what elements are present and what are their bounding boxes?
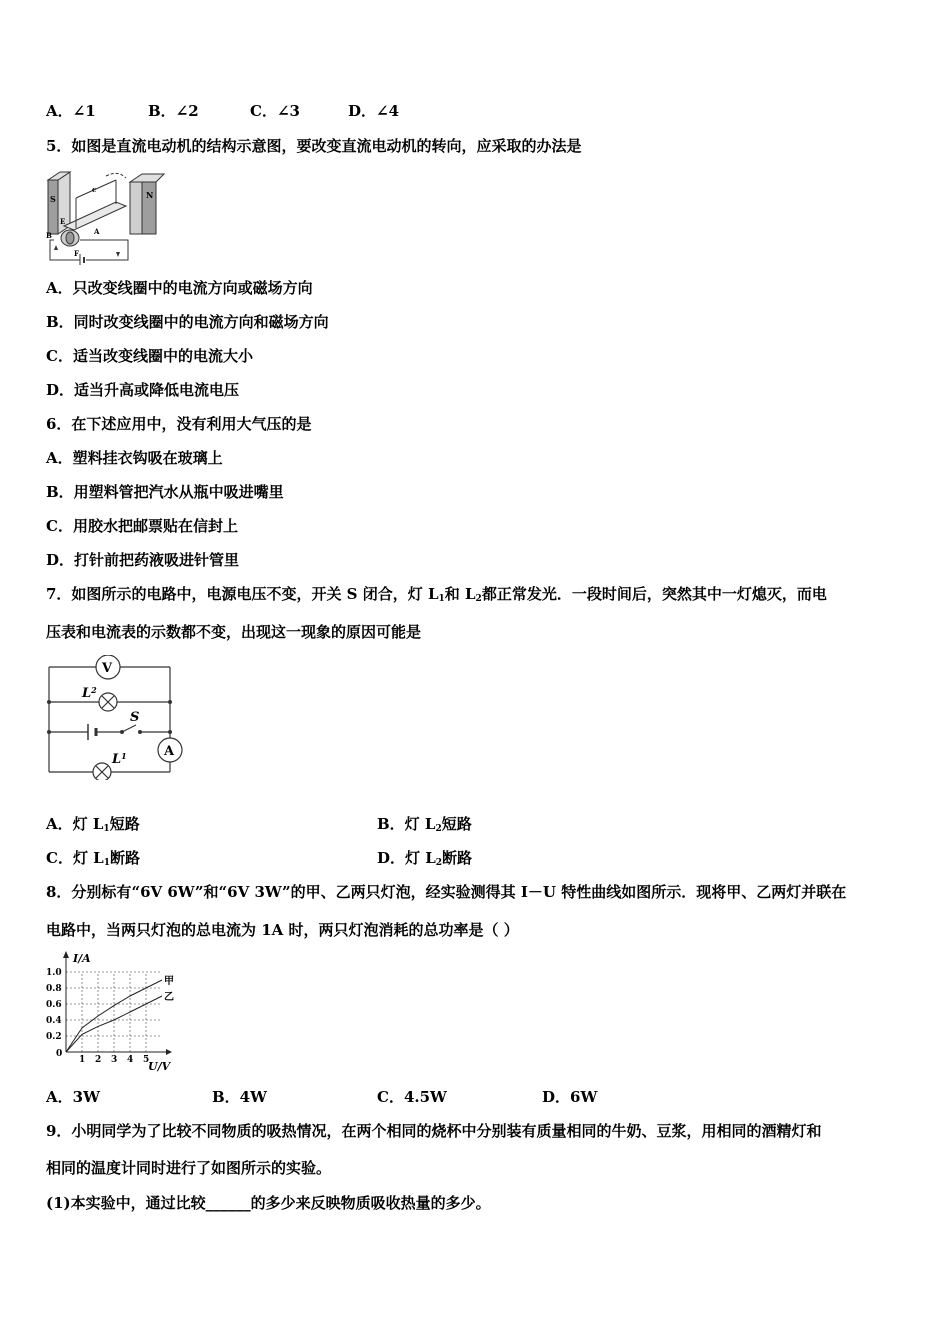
q7-option-d: D．灯 $L_2$断路 (377, 849, 473, 868)
q4-option-d: D．∠4 (348, 102, 400, 120)
q6-option-d: D．打针前把药液吸进针管里 (46, 551, 240, 569)
x-tick-label-1: 2 (95, 1055, 102, 1065)
q5-option-a: A．只改变线圈中的电流方向或磁场方向 (46, 279, 313, 297)
q6-option-b: B．用塑料管把汽水从瓶中吸进嘴里 (46, 483, 284, 501)
legend-label-0: 甲 (164, 976, 174, 987)
legend-label-1: 乙 (164, 992, 174, 1003)
motor-label-f: F (74, 249, 79, 258)
q5-option-c: C．适当改变线圈中的电流大小 (46, 347, 253, 365)
circuit-diagram (44, 655, 189, 780)
q6-option-c: C．用胶水把邮票贴在信封上 (46, 517, 238, 535)
q4-option-c: C．∠3 (250, 102, 300, 120)
motor-label-c: c (92, 185, 97, 194)
iu-chart (40, 948, 180, 1074)
q8-option-d: D．6W (542, 1088, 598, 1106)
y-tick-label-3: 0.8 (46, 984, 62, 994)
lamp-l1-label: $L^1$ (112, 751, 127, 767)
q8-option-a: A．3W (46, 1088, 100, 1106)
x-tick-label-3: 4 (127, 1055, 134, 1065)
q7-stem-line1: 7．如图所示的电路中，电源电压不变，开关 S 闭合，灯 $L_1$和 $L_2$都正常发光．一段时间后，突然其中一灯熄灭，而电 (46, 585, 827, 604)
q9-stem-line1: 9．小明同学为了比较不同物质的吸热情况，在两个相同的烧杯中分别装有质量相同的牛奶、豆浆，用相同的酒精灯和 (46, 1122, 822, 1140)
y-tick-label-4: 1.0 (46, 968, 62, 978)
x-tick-label-2: 3 (111, 1055, 118, 1065)
y-axis-arrow (63, 951, 69, 958)
origin-label: 0 (56, 1049, 63, 1059)
q8-option-c: C．4.5W (377, 1088, 447, 1106)
q7-stem-line2: 压表和电流表的示数都不变，出现这一现象的原因可能是 (46, 623, 422, 641)
q4-option-a: A．∠1 (46, 102, 96, 120)
motor-label-a: A (94, 227, 100, 236)
motor-label-b: B (46, 231, 52, 240)
chart-grid (66, 972, 162, 1052)
motor-diagram (46, 168, 166, 266)
switch-label: S (130, 710, 140, 725)
x-tick-label-4: 5 (143, 1055, 150, 1065)
q8-stem-line2: 电路中，当两只灯泡的总电流为 1A 时，两只灯泡消耗的总功率是（ ） (46, 921, 519, 939)
q7-option-b: B．灯 $L_2$短路 (377, 815, 472, 834)
q7-option-c: C．灯 $L_1$断路 (46, 849, 140, 868)
q8-stem-line1: 8．分别标有“6V 6W”和“6V 3W”的甲、乙两只灯泡，经实验测得其 I－U 特性曲线如图所示．现将甲、乙两灯并联在 (46, 883, 847, 901)
q9-sub-question-1: (1)本实验中，通过比较______的多少来反映物质吸收热量的多少。 (46, 1194, 491, 1212)
y-tick-label-1: 0.4 (46, 1016, 62, 1026)
motor-label-e: E (60, 217, 66, 226)
q5-option-d: D．适当升高或降低电流电压 (46, 381, 240, 399)
x-axis-arrow (166, 1049, 172, 1055)
q5-stem: 5．如图是直流电动机的结构示意图，要改变直流电动机的转向，应采取的办法是 (46, 137, 582, 155)
ammeter-label: A (164, 744, 175, 759)
motor-label-s: S (50, 194, 56, 204)
q6-stem: 6．在下述应用中，没有利用大气压的是 (46, 415, 312, 433)
voltmeter-label: V (102, 661, 113, 676)
q8-option-b: B．4W (212, 1088, 267, 1106)
q4-option-b: B．∠2 (148, 102, 199, 120)
motor-label-n: N (146, 190, 154, 200)
q9-stem-line2: 相同的温度计同时进行了如图所示的实验。 (46, 1159, 332, 1177)
y-tick-label-2: 0.6 (46, 1000, 62, 1010)
x-axis-label: U/V (148, 1060, 171, 1073)
y-tick-label-0: 0.2 (46, 1032, 62, 1042)
q7-option-a: A．灯 $L_1$短路 (46, 815, 140, 834)
x-tick-label-0: 1 (79, 1055, 86, 1065)
y-axis-label: I/A (73, 952, 91, 965)
q6-option-a: A．塑料挂衣钩吸在玻璃上 (46, 449, 223, 467)
lamp-l2-label: $L^2$ (82, 685, 97, 701)
q5-option-b: B．同时改变线圈中的电流方向和磁场方向 (46, 313, 329, 331)
